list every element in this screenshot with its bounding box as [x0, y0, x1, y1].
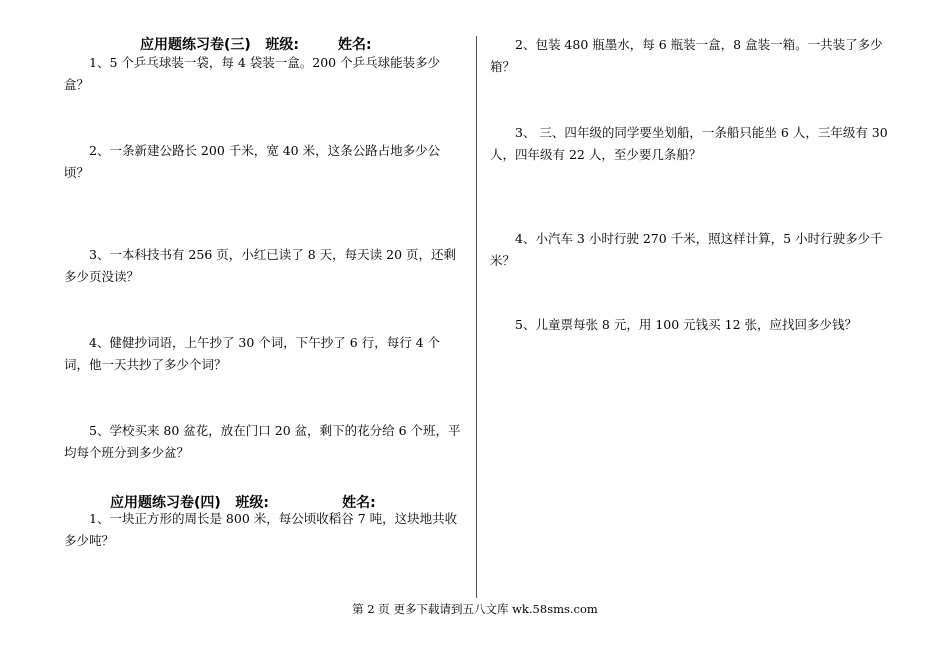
- question-r-3: 3、 三、四年级的同学要坐划船，一条船只能坐 6 人，三年级有 30 人，四年级有 22 人，至少要几条船？: [490, 125, 888, 162]
- section-title-4: 应用题练习卷(四) 班级: 姓名:: [110, 495, 376, 511]
- question-3-3: 3、一本科技书有 256 页，小红已读了 8 天，每天读 20 页，还剩多少页没读？: [64, 247, 457, 284]
- question-3-4: 4、健健抄词语，上午抄了 30 个词，下午抄了 6 行，每行 4 个词，他一天共抄了多少个词？: [64, 335, 441, 372]
- question-4-1: 1、一块正方形的周长是 800 米，每公顷收稻谷 7 吨，这块地共收多少吨？: [64, 511, 458, 548]
- question-3-5: 5、学校买来 80 盆花，放在门口 20 盆，剩下的花分给 6 个班，平均每个班分到多少盆？: [64, 423, 461, 460]
- question-r-4: 4、小汽车 3 小时行驶 270 千米，照这样计算，5 小时行驶多少千米？: [490, 231, 883, 268]
- page-footer: 第 2 页 更多下载请到五八文库 wk.58sms.com: [352, 602, 598, 616]
- column-divider: [476, 36, 477, 598]
- question-r-5: 5、儿童票每张 8 元，用 100 元钱买 12 张，应找回多少钱？: [515, 317, 858, 332]
- question-3-1: 1、5 个乒乓球装一袋，每 4 袋装一盒。200 个乒乓球能装多少盒？: [64, 55, 441, 92]
- section-title-3: 应用题练习卷(三) 班级: 姓名:: [140, 37, 372, 53]
- question-r-2: 2、包装 480 瓶墨水，每 6 瓶装一盒，8 盒装一箱。一共装了多少箱？: [490, 37, 883, 74]
- question-3-2: 2、一条新建公路长 200 千米，宽 40 米，这条公路占地多少公顷？: [64, 143, 441, 180]
